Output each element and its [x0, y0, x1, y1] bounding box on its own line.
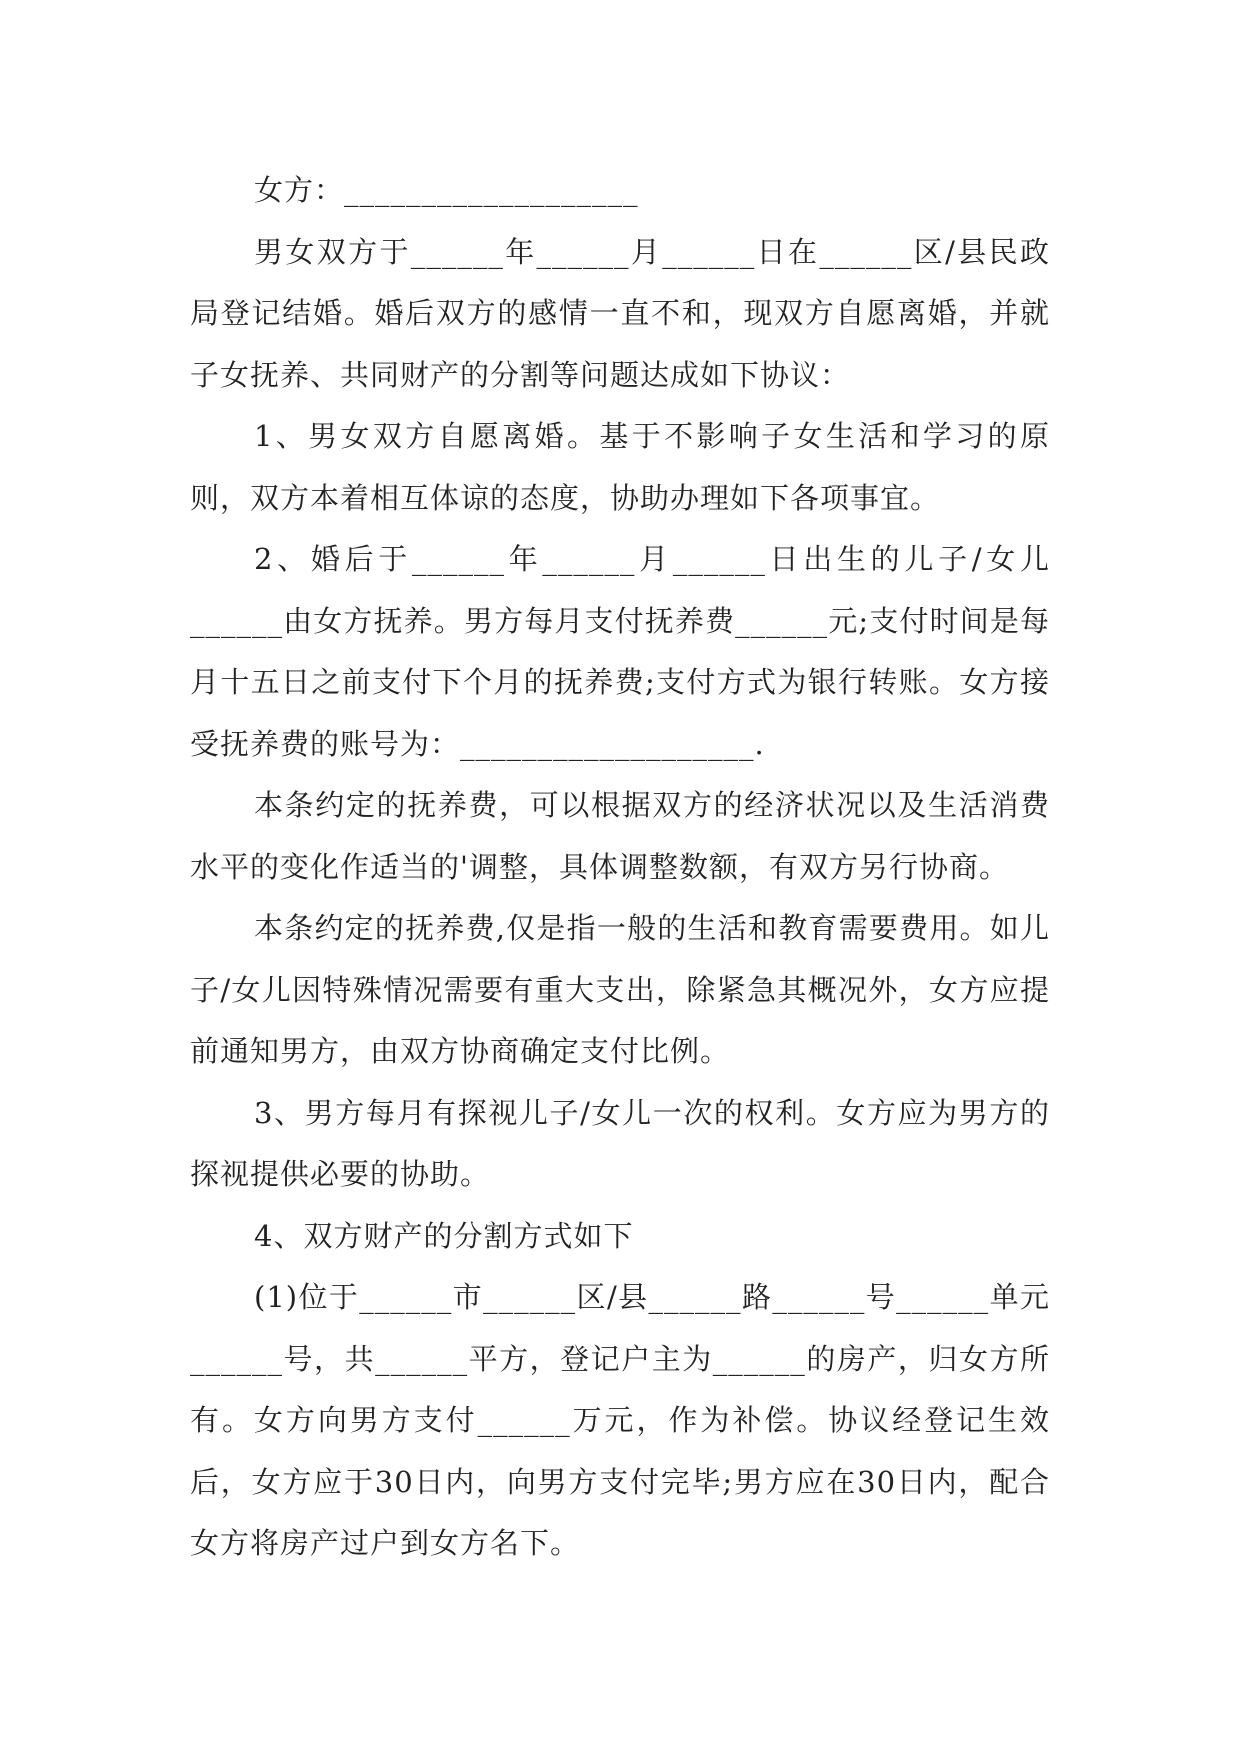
clause-2-paragraph: 2、婚后于______年______月______日出生的儿子/女儿______由女方抚养。男方每月支付抚养费______元;支付时间是每月十五日之前支付下个月的抚养费;支付方式为银行转账。女方接受抚养费的账号为：___________________.: [190, 542, 1050, 761]
clause-4-heading: 4、双方财产的分割方式如下: [254, 1218, 634, 1253]
support-adjustment-paragraph: 本条约定的抚养费，可以根据双方的经济状况以及生活消费水平的变化作适当的'调整，具体调整数额，有双方另行协商。: [190, 788, 1050, 884]
clause-3-paragraph: 3、男方每月有探视儿子/女儿一次的权利。女方应为男方的探视提供必要的协助。: [190, 1095, 1050, 1191]
female-party-line: 女方：___________________: [254, 173, 639, 207]
document-body: [190, 160, 1050, 1575]
clause-1-paragraph: 1、男女双方自愿离婚。基于不影响子女生活和学习的原则，双方本着相互体谅的态度，协助办理如下各项事宜。: [190, 419, 1050, 515]
property-item-1-paragraph: (1)位于______市______区/县______路______号______单元______号，共______平方，登记户主为______的房产，归女方所有。女方向男方支付______万元，作为补偿。协议经登记生效后，女方应于30日内，向男方支付完毕;男方应在30日内，配合女方将房产过户到女方名下。: [190, 1280, 1050, 1560]
marriage-registration-paragraph: 男女双方于______年______月______日在______区/县民政局登记结婚。婚后双方的感情一直不和，现双方自愿离婚，并就子女抚养、共同财产的分割等问题达成如下协议：: [190, 234, 1050, 392]
support-scope-paragraph: 本条约定的抚养费,仅是指一般的生活和教育需要费用。如儿子/女儿因特殊情况需要有重大支出，除紧急其概况外，女方应提前通知男方，由双方协商确定支付比例。: [190, 911, 1050, 1068]
